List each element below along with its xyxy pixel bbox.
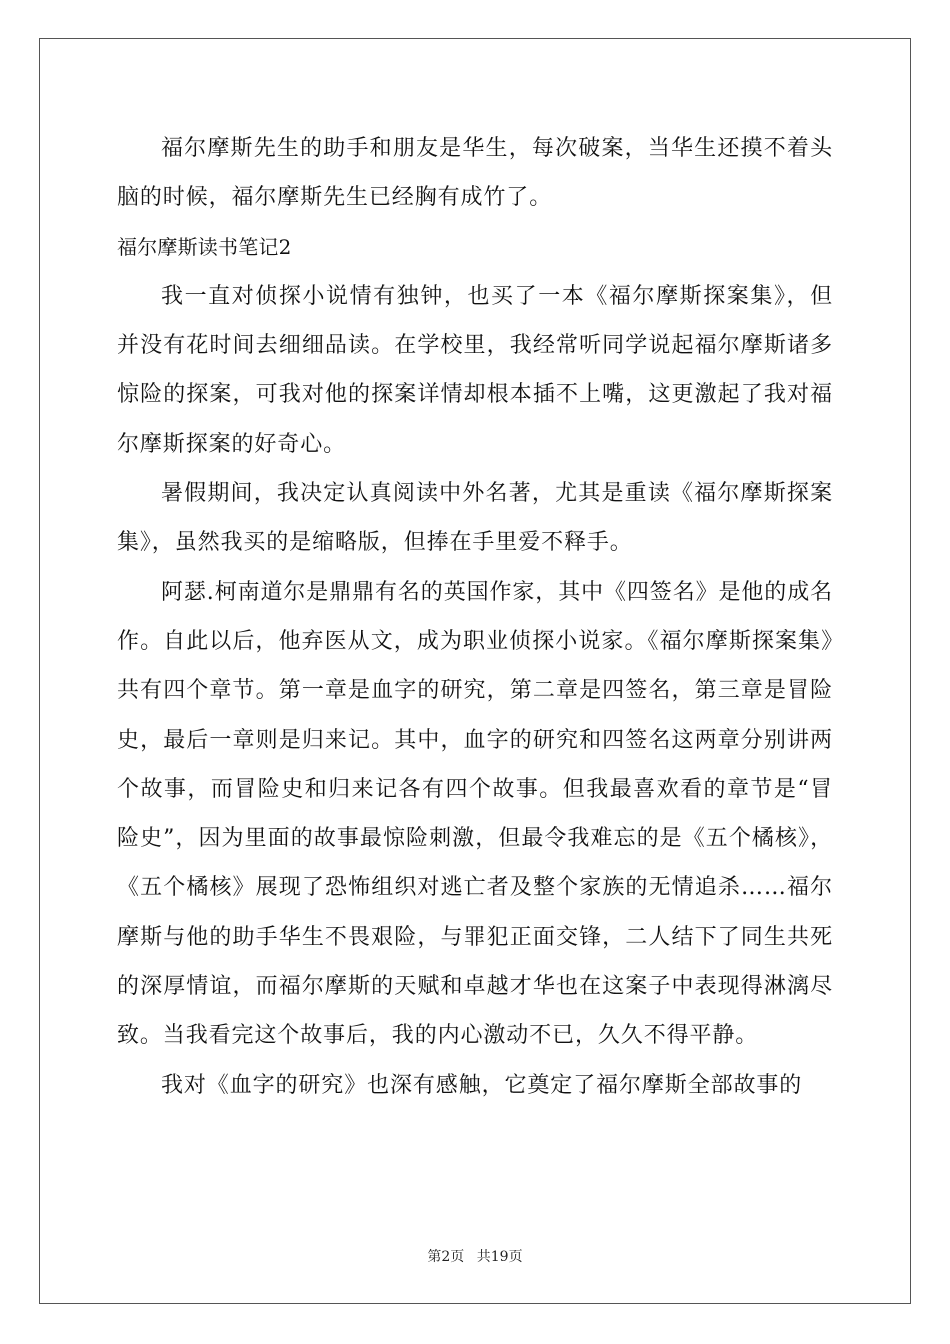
paragraph-1: 福尔摩斯先生的助手和朋友是华生，每次破案，当华生还摸不着头脑的时候，福尔摩斯先生已经胸有成竹了。	[117, 136, 833, 211]
section-heading: 福尔摩斯读书笔记2	[117, 234, 292, 259]
page-footer	[0, 1246, 950, 1266]
paragraph-3: 暑假期间，我决定认真阅读中外名著，尤其是重读《福尔摩斯探案集》，虽然我买的是缩略版，但捧在手里爱不释手。	[117, 481, 833, 556]
page-total: 共19页	[476, 1249, 523, 1265]
paragraph-2: 我一直对侦探小说情有独钟，也买了一本《福尔摩斯探案集》，但并没有花时间去细细品读。在学校里，我经常听同学说起福尔摩斯诸多惊险的探案，可我对他的探案详情却根本插不上嘴，这更激起了我对福尔摩斯探案的好奇心。	[117, 283, 833, 457]
paragraph-4: 阿瑟.柯南道尔是鼎鼎有名的英国作家，其中《四签名》是他的成名作。自此以后，他弃医从文，成为职业侦探小说家。《福尔摩斯探案集》共有四个章节。第一章是血字的研究，第二章是四签名，第三章是冒险史，最后一章则是归来记。其中，血字的研究和四签名这两章分别讲两个故事，而冒险史和归来记各有四个故事。但我最喜欢看的章节是“冒险史”，因为里面的故事最惊险刺激，但最令我难忘的是《五个橘核》，《五个橘核》展现了恐怖组织对逃亡者及整个家族的无情追杀……福尔摩斯与他的助手华生不畏艰险，与罪犯正面交锋，二人结下了同生共死的深厚情谊，而福尔摩斯的天赋和卓越才华也在这案子中表现得淋漓尽致。当我看完这个故事后，我的内心激动不已，久久不得平静。	[117, 579, 833, 1049]
page-number: 第2页	[427, 1249, 465, 1265]
paragraph-5: 我对《血字的研究》也深有感触，它奠定了福尔摩斯全部故事的	[161, 1072, 803, 1098]
document-body	[117, 124, 833, 1110]
